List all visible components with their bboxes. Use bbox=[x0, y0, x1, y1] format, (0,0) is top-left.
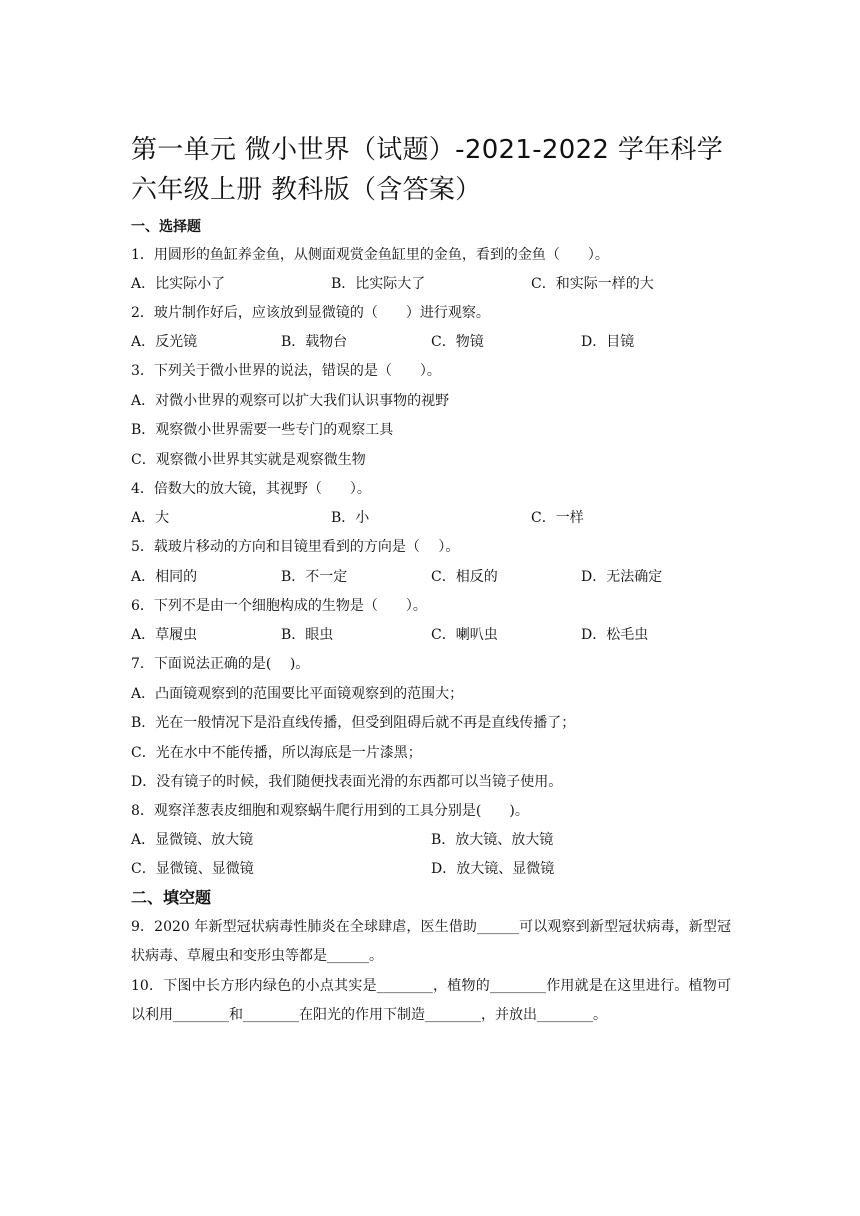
question-1-option-b: B．比实际大了 bbox=[331, 276, 426, 292]
section-heading-fill: 二、填空题 bbox=[131, 888, 212, 907]
question-1-option-a: A．比实际小了 bbox=[131, 276, 226, 292]
question-8-option-c: C．显微镜、显微镜 bbox=[131, 861, 254, 877]
question-5-option-b: B．不一定 bbox=[281, 569, 348, 585]
question-7-stem: 7．下面说法正确的是( )。 bbox=[131, 656, 310, 672]
fill-question-9: 9．2020 年新型冠状病毒性肺炎在全球肆虐，医生借助______可以观察到新型冠状病毒，新型冠状病毒、草履虫和变形虫等都是______。 bbox=[131, 919, 731, 964]
question-4-option-c: C．一样 bbox=[531, 510, 584, 526]
question-6-option-d: D．松毛虫 bbox=[581, 627, 649, 643]
question-6-option-b: B．眼虫 bbox=[281, 627, 334, 643]
question-3-option-b: B．观察微小世界需要一些专门的观察工具 bbox=[131, 422, 394, 438]
question-5-stem: 5．载玻片移动的方向和目镜里看到的方向是（ ）。 bbox=[131, 539, 460, 555]
question-5-option-d: D．无法确定 bbox=[581, 569, 663, 585]
question-5-option-c: C．相反的 bbox=[431, 569, 498, 585]
question-8-option-d: D．放大镜、显微镜 bbox=[431, 861, 555, 877]
document-title: 第一单元 微小世界（试题）-2021-2022 学年科学六年级上册 教科版（含答案） bbox=[131, 135, 724, 205]
question-2-option-b: B．载物台 bbox=[281, 334, 348, 350]
question-4-option-b: B．小 bbox=[331, 510, 370, 526]
question-4-option-a: A．大 bbox=[131, 510, 170, 526]
question-7-option-b: B．光在一般情况下是沿直线传播，但受到阻碍后就不再是直线传播了； bbox=[131, 715, 576, 731]
question-8-stem: 8．观察洋葱表皮细胞和观察蜗牛爬行用到的工具分别是( )。 bbox=[131, 803, 529, 819]
question-3-stem: 3．下列关于微小世界的说法，错误的是（ ）。 bbox=[131, 363, 441, 379]
question-7-option-a: A．凸面镜观察到的范围要比平面镜观察到的范围大； bbox=[131, 686, 464, 702]
question-2-option-c: C．物镜 bbox=[431, 334, 484, 350]
question-7-option-c: C．光在水中不能传播，所以海底是一片漆黑； bbox=[131, 745, 422, 761]
question-1-stem: 1．用圆形的鱼缸养金鱼，从侧面观赏金鱼缸里的金鱼，看到的金鱼（ ）。 bbox=[131, 247, 609, 263]
question-6-stem: 6．下列不是由一个细胞构成的生物是（ ）。 bbox=[131, 598, 427, 614]
question-4-stem: 4．倍数大的放大镜，其视野（ ）。 bbox=[131, 481, 371, 497]
question-8-option-b: B．放大镜、放大镜 bbox=[431, 832, 554, 848]
question-1-option-c: C．和实际一样的大 bbox=[531, 276, 654, 292]
question-6-option-a: A．草履虫 bbox=[131, 627, 198, 643]
question-5-option-a: A．相同的 bbox=[131, 569, 198, 585]
question-8-option-a: A．显微镜、放大镜 bbox=[131, 832, 254, 848]
question-6-option-c: C．喇叭虫 bbox=[431, 627, 498, 643]
question-3-option-a: A．对微小世界的观察可以扩大我们认识事物的视野 bbox=[131, 393, 450, 409]
fill-question-10: 10．下图中长方形内绿色的小点其实是________，植物的________作用就是在这里进行。植物可以利用________和________在阳光的作用下制造________，并放出________。 bbox=[131, 978, 731, 1023]
question-2-option-a: A．反光镜 bbox=[131, 334, 198, 350]
question-3-option-c: C．观察微小世界其实就是观察微生物 bbox=[131, 452, 366, 468]
question-2-option-d: D．目镜 bbox=[581, 334, 635, 350]
question-2-stem: 2．玻片制作好后，应该放到显微镜的（ ）进行观察。 bbox=[131, 305, 490, 321]
section-heading-choice: 一、选择题 bbox=[131, 219, 201, 235]
question-7-option-d: D．没有镜子的时候，我们随便找表面光滑的东西都可以当镜子使用。 bbox=[131, 774, 563, 790]
